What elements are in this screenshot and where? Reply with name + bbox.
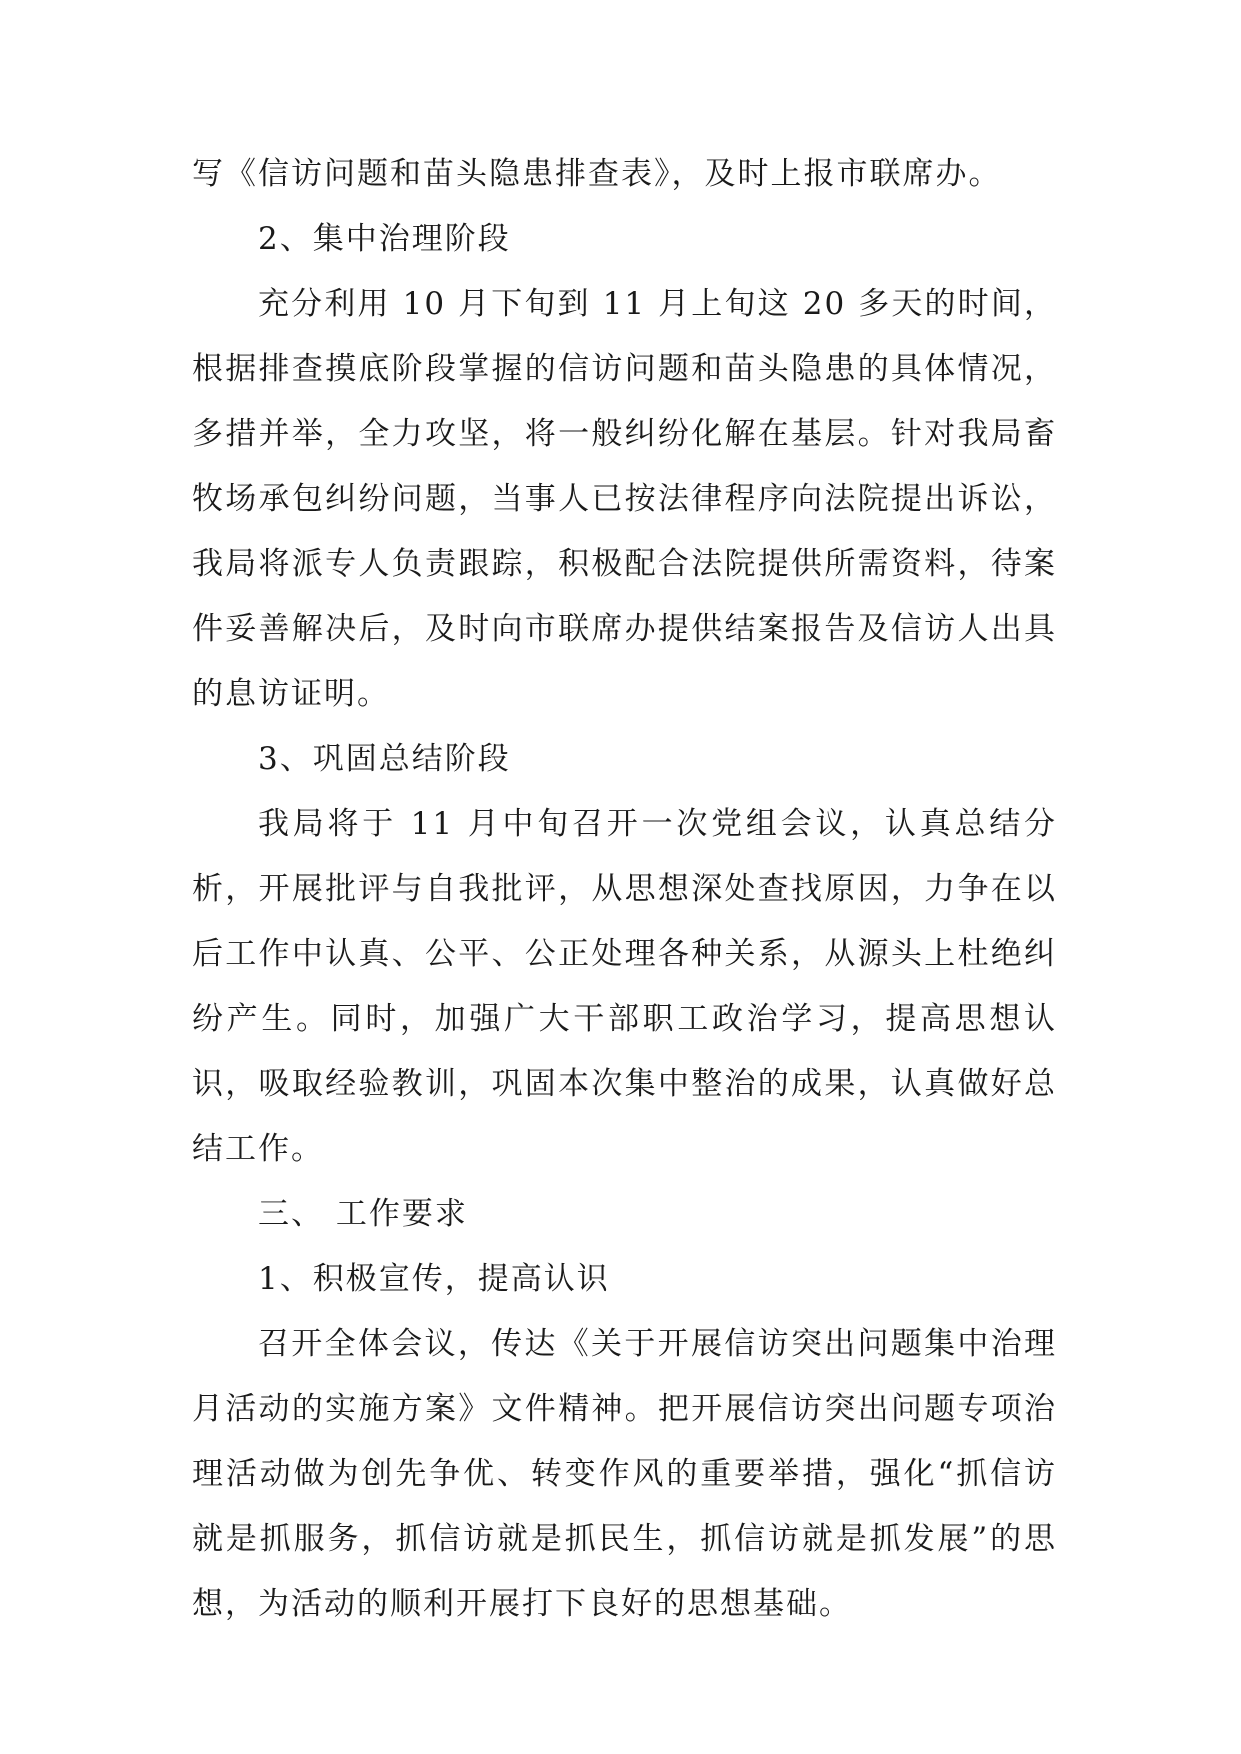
paragraph-publicity: 召开全体会议，传达《关于开展信访突出问题集中治理月活动的实施方案》文件精神。把开展信访突出问题专项治理活动做为创先争优、转变作风的重要举措，强化“抓信访就是抓服务，抓信访就是抓民生，抓信访就是抓发展”的思想，为活动的顺利开展打下良好的思想基础。 xyxy=(192,1326,1057,1622)
heading-concentrated-governance: 2、集中治理阶段 xyxy=(258,221,511,257)
document-page xyxy=(192,142,1057,1637)
paragraph-concentrated-governance: 充分利用 10 月下旬到 11 月上旬这 20 多天的时间，根据排查摸底阶段掌握的信访问题和苗头隐患的具体情况，多措并举，全力攻坚，将一般纠纷化解在基层。针对我局畜牧场承包纠纷问题，当事人已按法律程序向法院提出诉讼，我局将派专人负责跟踪，积极配合法院提供所需资料，待案件妥善解决后，及时向市联席办提供结案报告及信访人出具的息访证明。 xyxy=(192,286,1057,712)
paragraph-continuation: 写《信访问题和苗头隐患排查表》，及时上报市联席办。 xyxy=(192,156,1002,192)
heading-work-requirements: 三、 工作要求 xyxy=(258,1196,468,1232)
heading-consolidation-summary: 3、巩固总结阶段 xyxy=(258,741,511,777)
heading-publicity: 1、积极宣传，提高认识 xyxy=(258,1261,610,1297)
paragraph-consolidation-summary: 我局将于 11 月中旬召开一次党组会议，认真总结分析，开展批评与自我批评，从思想深处查找原因，力争在以后工作中认真、公平、公正处理各种关系，从源头上杜绝纠纷产生。同时，加强广大干部职工政治学习，提高思想认识，吸取经验教训，巩固本次集中整治的成果，认真做好总结工作。 xyxy=(192,806,1057,1167)
